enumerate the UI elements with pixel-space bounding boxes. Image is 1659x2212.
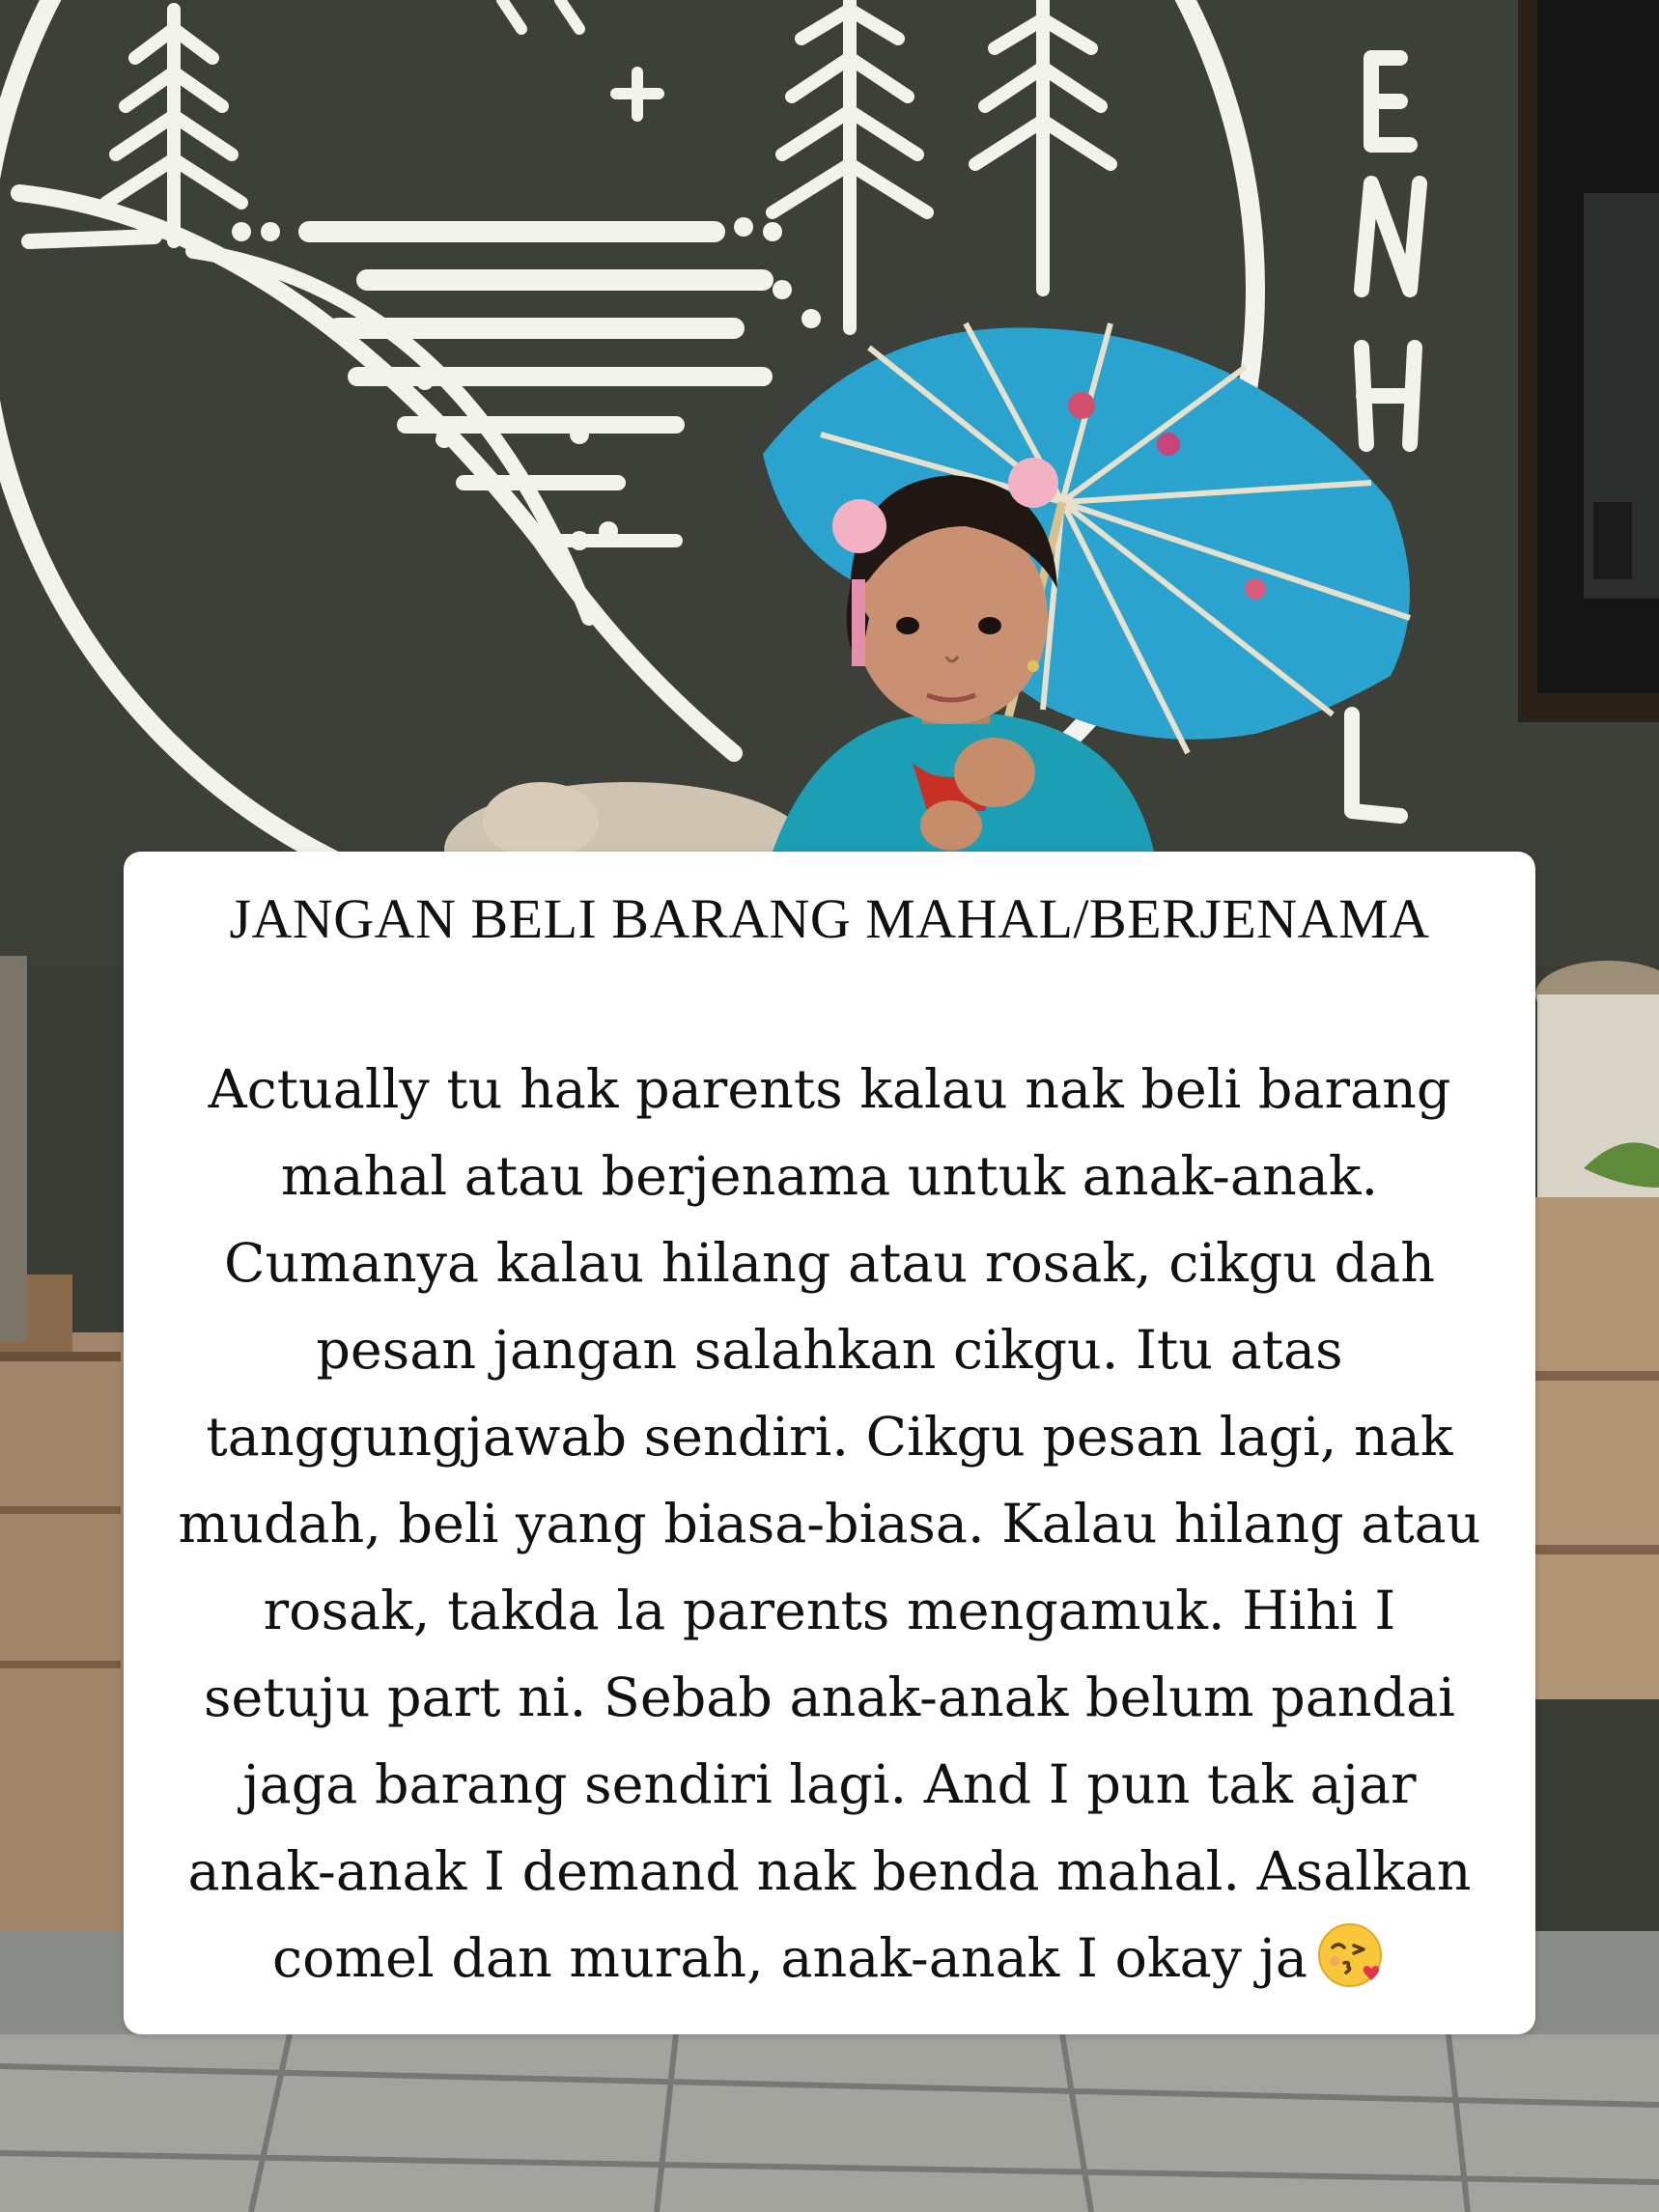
caption-title: JANGAN BELI BARANG MAHAL/BERJENAMA [229, 887, 1430, 950]
caption-line: anak-anak I demand nak benda mahal. Asalkan [187, 1840, 1472, 1903]
caption-line: pesan jangan salahkan cikgu. Itu atas [316, 1319, 1343, 1382]
kissing-face-with-heart-icon [1315, 1918, 1387, 1990]
caption-body [158, 1047, 1501, 2002]
caption-line: Cumanya kalau hilang atau rosak, cikgu dah [224, 1232, 1435, 1295]
caption-line: tanggungjawab sendiri. Cikgu pesan lagi, nak [206, 1406, 1453, 1469]
wooden-bench-right [1535, 961, 1659, 1699]
window-frame [1518, 0, 1659, 722]
caption-card [124, 852, 1535, 2034]
caption-line: rosak, takda la parents mengamuk. Hihi I [263, 1580, 1396, 1642]
caption-line: Actually tu hak parents kalau nak beli barang [208, 1058, 1451, 1121]
caption-line: setuju part ni. Sebab anak-anak belum pandai [204, 1666, 1455, 1729]
caption-line: mudah, beli yang biasa-biasa. Kalau hilang atau [178, 1493, 1481, 1555]
caption-last-line [158, 1916, 1501, 2002]
caption-line: mahal atau berjenama untuk anak-anak. [280, 1145, 1379, 1208]
caption-line-text: comel dan murah, anak-anak I okay ja [272, 1927, 1308, 1990]
caption-line: jaga barang sendiri lagi. And I pun tak ajar [242, 1753, 1417, 1816]
